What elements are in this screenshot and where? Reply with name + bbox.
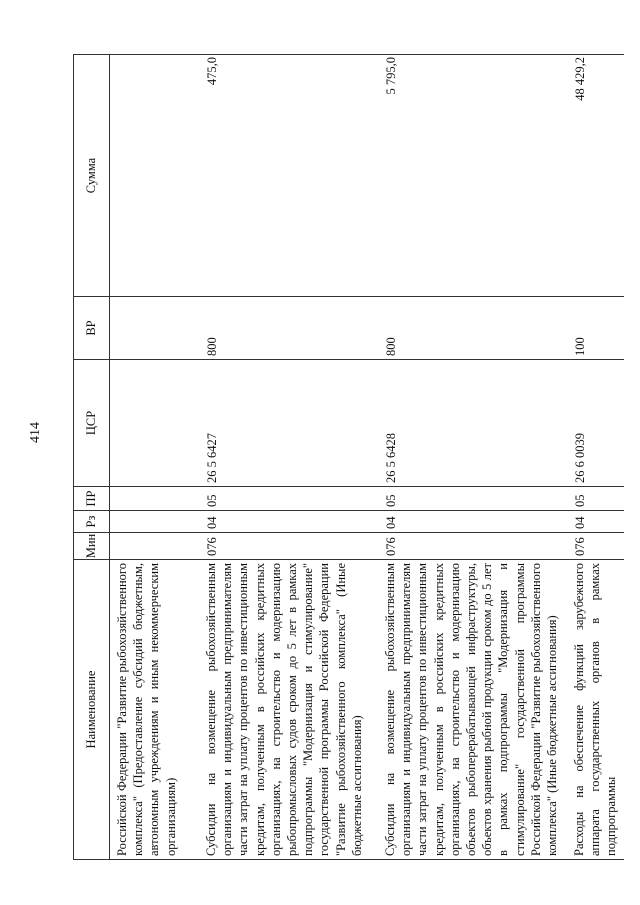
row-sum: 475,0 [199,55,378,297]
row-min: 076 [378,533,567,560]
row-rz [110,511,200,533]
row-csr [110,360,200,487]
row-vr: 800 [199,297,378,360]
row-name: Российской Федерации "Развитие рыбохозяйственного комплекса" (Предоставление субсидий бюджетным, автономным учреждениям и иным некоммерческим организациям) [110,560,200,860]
row-csr: 26 6 0039 [567,360,624,487]
table-row [567,55,624,860]
budget-table [73,54,624,860]
row-rz: 04 [199,511,378,533]
row-min: 076 [567,533,624,560]
row-sum: 48 429,2 [567,55,624,297]
row-vr: 100 [567,297,624,360]
row-csr: 26 5 6428 [378,360,567,487]
row-pr: 05 [567,487,624,511]
row-rz: 04 [567,511,624,533]
row-min [110,533,200,560]
header-min: Мин [74,533,110,560]
row-pr: 05 [199,487,378,511]
table-header-row [74,55,110,860]
row-vr: 800 [378,297,567,360]
row-min: 076 [199,533,378,560]
row-pr: 05 [378,487,567,511]
header-pr: ПР [74,487,110,511]
header-sum: Сумма [74,55,110,297]
header-name: Наименование [74,560,110,860]
header-csr: ЦСР [74,360,110,487]
row-name: Субсидии на возмещение рыбохозяйственным организациям и индивидуальным предпринимателям части затрат на уплату процентов по инвестиционным кредитам, полученным в российских кредитных организациях, на строительство и модернизацию объектов рыбоперерабатывающей инфраструктуры, объектов хранения рыбной продукции сроком до 5 лет в рамках подпрограммы "Модернизация и стимулирование" государственной программы Российской Федерации "Развитие рыбохозяйственного комплекса" (Иные бюджетные ассигнования) [378,560,567,860]
row-sum [110,55,200,297]
header-rz: Рз [74,511,110,533]
row-pr [110,487,200,511]
header-vr: ВР [74,297,110,360]
page-number: 414 [28,422,43,443]
row-sum: 5 795,0 [378,55,567,297]
row-name: Расходы на обеспечение функций зарубежного аппарата государственных органов в рамках подпрограммы [567,560,624,860]
row-name: Субсидии на возмещение рыбохозяйственным организациям и индивидуальным предпринимателям части затрат на уплату процентов по инвестиционным кредитам, полученным в российских кредитных организациях, на строительство и модернизацию рыбопромысловых судов сроком до 5 лет в рамках подпрограммы "Модернизация и стимулирование" государственной программы Российской Федерации "Развитие рыбохозяйственного комплекса" (Иные бюджетные ассигнования) [199,560,378,860]
row-rz: 04 [378,511,567,533]
row-vr [110,297,200,360]
budget-table-rotated [73,55,619,860]
row-csr: 26 5 6427 [199,360,378,487]
table-row [199,55,378,860]
table-row [110,55,200,860]
table-row [378,55,567,860]
